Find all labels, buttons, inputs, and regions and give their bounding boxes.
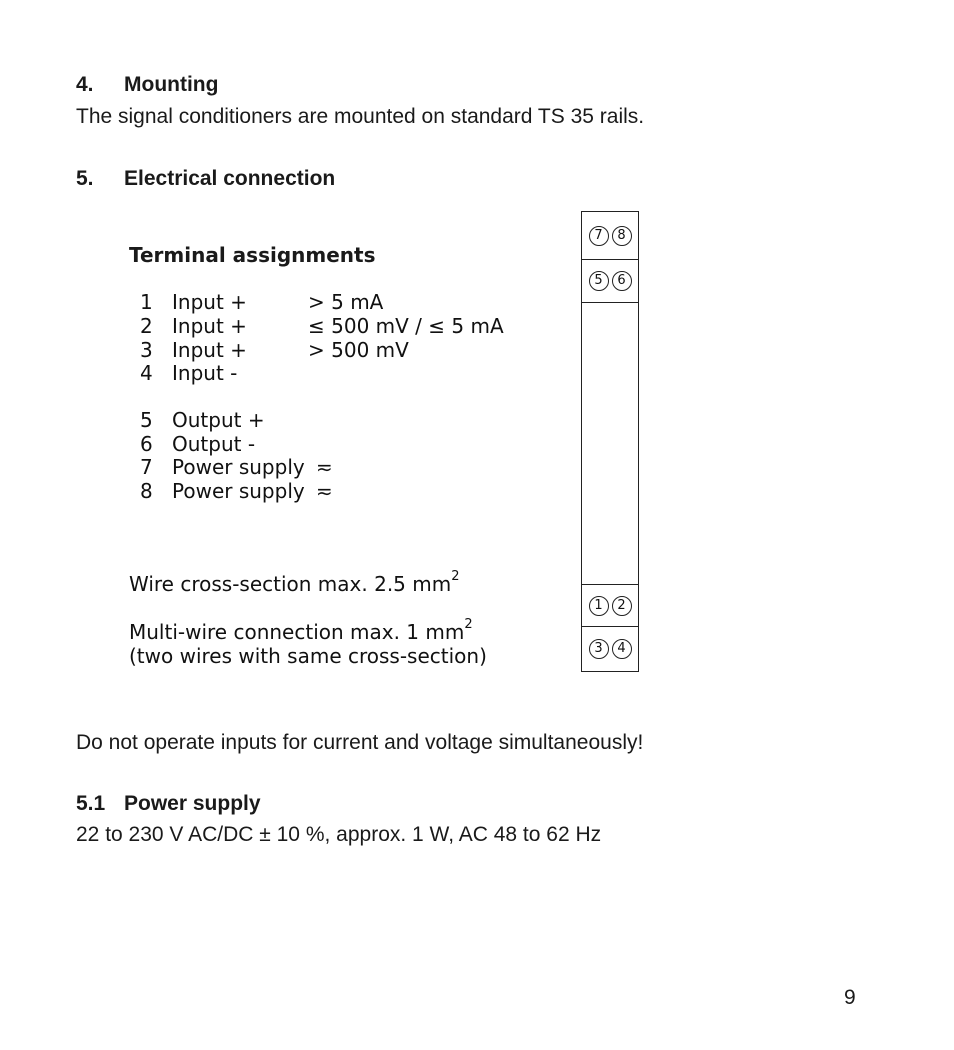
section-5-title: Electrical connection: [124, 167, 336, 190]
terminal-8: 8: [612, 226, 632, 246]
diagram-title: Terminal assignments: [129, 243, 376, 267]
wire-cross-section-sup: 2: [451, 569, 460, 584]
ac-dc-symbol-icon: ≂: [316, 455, 333, 479]
terminal-4: 4: [612, 639, 632, 659]
terminal-pair-1-2: [582, 584, 638, 627]
warning-text: Do not operate inputs for current and voltage simultaneously!: [76, 731, 644, 754]
section-4-number: 4.: [76, 73, 94, 96]
ac-dc-symbol-icon: ≂: [316, 479, 333, 503]
row-7-num: 7: [140, 455, 153, 479]
terminal-pair-3-4: [582, 627, 638, 671]
wire-cross-section-text: Wire cross-section max. 2.5 mm: [129, 572, 452, 596]
row-1-label: Input +: [172, 290, 247, 314]
row-4-num: 4: [140, 361, 153, 385]
section-5-number: 5.: [76, 167, 94, 190]
page-number: 9: [844, 986, 856, 1009]
row-3-num: 3: [140, 338, 153, 362]
terminal-2: 2: [612, 596, 632, 616]
section-5-1-number: 5.1: [76, 792, 106, 815]
row-6-num: 6: [140, 432, 153, 456]
terminal-pair-5-6: [582, 260, 638, 303]
row-2-label: Input +: [172, 314, 247, 338]
row-8-num: 8: [140, 479, 153, 503]
multi-wire-sup: 2: [464, 617, 473, 632]
row-3-value: > 500 mV: [308, 338, 409, 362]
terminal-6: 6: [612, 271, 632, 291]
multi-wire-text: Multi-wire connection max. 1 mm: [129, 620, 465, 644]
section-4-title: Mounting: [124, 73, 219, 96]
row-5-label: Output +: [172, 408, 265, 432]
row-7-label: Power supply: [172, 455, 305, 479]
multi-wire-note: (two wires with same cross-section): [129, 644, 487, 668]
row-1-value: > 5 mA: [308, 290, 384, 314]
row-3-label: Input +: [172, 338, 247, 362]
row-6-label: Output -: [172, 432, 256, 456]
row-4-label: Input -: [172, 361, 238, 385]
section-5-1-text: 22 to 230 V AC/DC ± 10 %, approx. 1 W, AC 48 to 62 Hz: [76, 823, 602, 846]
row-2-num: 2: [140, 314, 153, 338]
wire-cross-section: [129, 569, 460, 596]
section-4-text: The signal conditioners are mounted on standard TS 35 rails.: [76, 105, 645, 128]
terminal-5: 5: [589, 271, 609, 291]
terminal-block: [581, 211, 639, 672]
terminal-1: 1: [589, 596, 609, 616]
multi-wire-connection: [129, 617, 473, 644]
terminal-pair-7-8: [582, 212, 638, 260]
row-8-label: Power supply: [172, 479, 305, 503]
section-5-1-title: Power supply: [124, 792, 261, 815]
row-1-num: 1: [140, 290, 153, 314]
terminal-3: 3: [589, 639, 609, 659]
row-2-value: ≤ 500 mV / ≤ 5 mA: [308, 314, 504, 338]
row-5-num: 5: [140, 408, 153, 432]
terminal-7: 7: [589, 226, 609, 246]
